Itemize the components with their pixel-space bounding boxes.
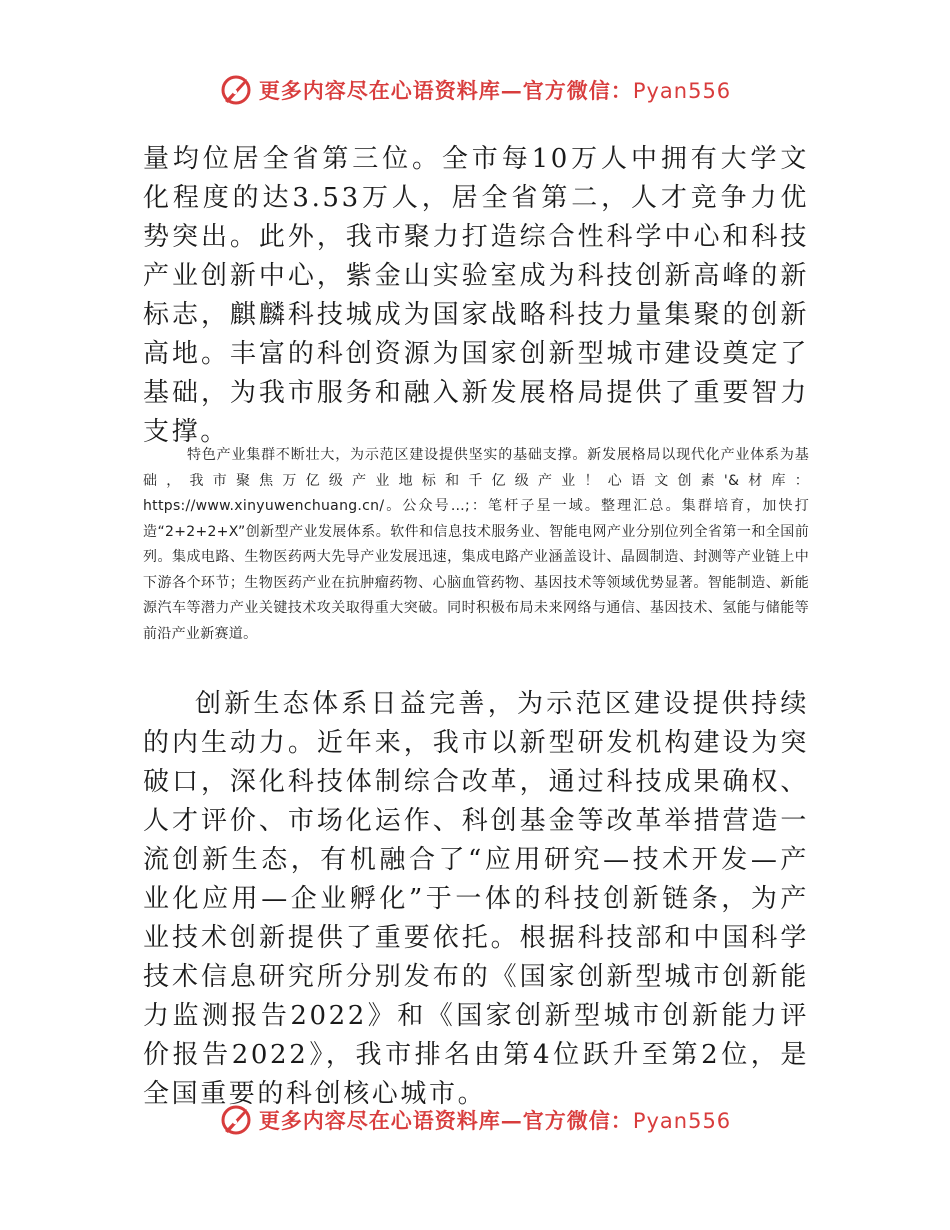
paragraph-innovation-ecosystem: 创新生态体系日益完善，为示范区建设提供持续的内生动力。近年来，我市以新型研发机构建设为突破口，深化科技体制综合改革，通过科技成果确权、人才评价、市场化运作、科创基金等改革举措营造一流创新生态，有机融合了“应用研究—技术开发—产业化应用—企业孵化”于一体的科技创新链条，为产业技术创新提供了重要依托。根据科技部和中国科学技术信息研究所分别发布的《国家创新型城市创新能力监测报告2022》和《国家创新型城市创新能力评价报告2022》，我市排名由第4位跃升至第2位，是全国重要的科创核心城市。 <box>143 689 809 1109</box>
pen-nib-logo-icon <box>219 1103 253 1137</box>
wechat-id: Pyan556 <box>632 79 732 103</box>
banner-text <box>259 75 731 105</box>
banner-label: 更多内容尽在心语资料库—官方微信： <box>258 78 633 103</box>
paragraph-industry-cluster: 特色产业集群不断壮大，为示范区建设提供坚实的基础支撑。新发展格局以现代化产业体系为基础，我市聚焦万亿级产业地标和千亿级产业！心语文创素'&材库：https://www.xinyuwenchuang.cn/。公众号…;：笔杆子星一域。整理汇总。集群培育，加快打造“2+2+2+X”创新型产业发展体系。软件和信息技术服务业、智能电网产业分别位列全省第一和全国前列。集成电路、生物医药两大先导产业发展迅速，集成电路产业涵盖设计、晶圆制造、封测等产业链上中下游各个环节；生物医药产业在抗肿瘤药物、心脑血管药物、基因技术等领域优势显著。智能制造、新能源汽车等潜力产业关键技术攻关取得重大突破。同时积极布局未来网络与通信、基因技术、氢能与储能等前沿产业新赛道。 <box>143 447 809 642</box>
wechat-id: Pyan556 <box>632 1109 732 1133</box>
footer-banner <box>0 1100 950 1140</box>
banner-label: 更多内容尽在心语资料库—官方微信： <box>258 1108 633 1133</box>
banner-text <box>259 1105 731 1135</box>
pen-nib-logo-icon <box>219 73 253 107</box>
header-banner <box>0 70 950 110</box>
paragraph-talent: 量均位居全省第三位。全市每10万人中拥有大学文化程度的达3.53万人，居全省第二，人才竞争力优势突出。此外，我市聚力打造综合性科学中心和科技产业创新中心，紫金山实验室成为科技创新高峰的新标志，麒麟科技城成为国家战略科技力量集聚的创新高地。丰富的科创资源为国家创新型城市建设奠定了基础，为我市服务和融入新发展格局提供了重要智力支撑。 <box>143 144 809 447</box>
